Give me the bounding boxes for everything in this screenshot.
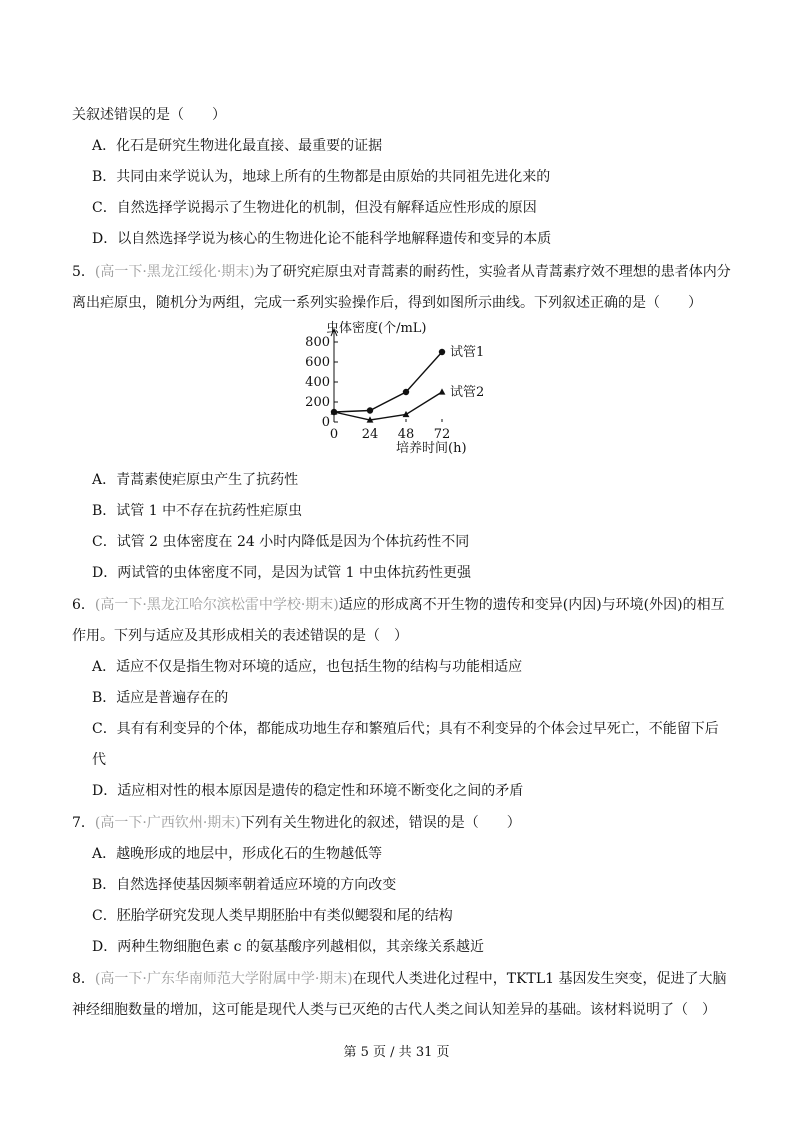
- question-source: (高一下·黑龙江绥化·期末): [94, 264, 255, 280]
- data-point: [367, 407, 373, 413]
- y-tick-label: 200: [305, 395, 330, 410]
- answer-option: [92, 230, 551, 248]
- series-label: 试管2: [450, 385, 485, 400]
- answer-option: [92, 168, 550, 186]
- y-tick-label: 800: [305, 335, 330, 350]
- answer-option: [92, 471, 298, 489]
- question-number: 5．: [72, 264, 95, 280]
- line-text: 适应的形成离不开生物的遗传和变异(内因)与环境(外因)的相互: [338, 597, 725, 613]
- line-text: 下列有关生物进化的叙述，错误的是（ ）: [240, 815, 521, 831]
- answer-option: [92, 782, 523, 800]
- x-tick-label: 72: [433, 427, 451, 442]
- line-text: A．青蒿素使疟原虫产生了抗药性: [92, 472, 299, 488]
- line-text: A．适应不仅是指生物对环境的适应，也包括生物的结构与功能相适应: [92, 659, 523, 675]
- line-text: B．自然选择使基因频率朝着适应环境的方向改变: [92, 877, 397, 893]
- line-text: 离出疟原虫，随机分为两组，完成一系列实验操作后，得到如图所示曲线。下列叙述正确的是（ ）: [72, 295, 702, 311]
- question-number: 8．: [72, 971, 95, 987]
- line-text: C．胚胎学研究发现人类早期胚胎中有类似鳃裂和尾的结构: [92, 908, 453, 924]
- question-number: 7．: [72, 815, 95, 831]
- question-number: 6．: [72, 597, 95, 613]
- answer-option: [92, 658, 522, 676]
- data-point: [403, 389, 409, 395]
- chart-x-label: 培养时间(h): [396, 441, 467, 456]
- parasite-density-chart: [300, 318, 520, 458]
- line-text: 代: [92, 752, 106, 768]
- line-text: 在现代人类进化过程中，TKTL1 基因发生突变，促进了大脑: [352, 971, 727, 987]
- question-source: (高一下·广东华南师范大学附属中学·期末): [94, 971, 353, 987]
- question-line: [72, 814, 521, 832]
- question-line: [72, 970, 727, 988]
- answer-option: [92, 533, 469, 551]
- line-text: 神经细胞数量的增加，这可能是现代人类与已灭绝的古代人类之间认知差异的基础。该材料说明了（ ）: [72, 1002, 716, 1018]
- line-text: C．试管 2 虫体密度在 24 小时内降低是因为个体抗药性不同: [92, 534, 470, 550]
- data-point: [403, 411, 410, 417]
- answer-option: [92, 845, 382, 863]
- line-text: D．两种生物细胞色素 c 的氨基酸序列越相似，其亲缘关系越近: [92, 939, 484, 955]
- answer-option: [92, 938, 484, 956]
- question-line: [72, 294, 702, 312]
- data-point: [439, 388, 446, 394]
- line-text: D．以自然选择学说为核心的生物进化论不能科学地解释遗传和变异的本质: [92, 231, 552, 247]
- line-text: C．自然选择学说揭示了生物进化的机制，但没有解释适应性形成的原因: [92, 200, 537, 216]
- question-line: [72, 596, 725, 614]
- line-text: B．试管 1 中不存在抗药性疟原虫: [92, 503, 303, 519]
- answer-option: [92, 564, 471, 582]
- question-line: [72, 263, 731, 281]
- line-text: A．化石是研究生物进化最直接、最重要的证据: [92, 138, 383, 154]
- line-text: A．越晚形成的地层中，形成化石的生物越低等: [92, 846, 383, 862]
- question-line: [72, 1001, 716, 1019]
- answer-option: [92, 907, 453, 925]
- y-tick-label: 0: [321, 415, 330, 430]
- y-tick-label: 400: [305, 375, 330, 390]
- answer-option: [92, 876, 396, 894]
- x-tick-label: 0: [329, 427, 339, 442]
- line-text: D．两试管的虫体密度不同，是因为试管 1 中虫体抗药性更强: [92, 565, 472, 581]
- line-text: B．共同由来学说认为，地球上所有的生物都是由原始的共同祖先进化来的: [92, 169, 551, 185]
- question-source: (高一下·广西钦州·期末): [94, 815, 241, 831]
- answer-option: [92, 137, 382, 155]
- line-text: C．具有有利变异的个体，都能成功地生存和繁殖后代；具有不利变异的个体会过早死亡，不能留下后: [92, 721, 719, 737]
- page-footer: 第 5 页 / 共 31 页: [343, 1045, 450, 1060]
- question-source: (高一下·黑龙江哈尔滨松雷中学校·期末): [94, 597, 339, 613]
- line-text: 作用。下列与适应及其形成相关的表述错误的是（ ）: [72, 628, 408, 644]
- line-text: D．适应相对性的根本原因是遗传的稳定性和环境不断变化之间的矛盾: [92, 783, 524, 799]
- line-text: 为了研究疟原虫对青蒿素的耐药性，实验者从青蒿素疗效不理想的患者体内分: [254, 264, 731, 280]
- answer-option: [92, 689, 228, 707]
- answer-option: [92, 720, 719, 738]
- y-tick-label: 600: [305, 355, 330, 370]
- answer-option: [92, 502, 302, 520]
- series-line: [334, 392, 442, 420]
- chart-title: 虫体密度(个/mL): [326, 321, 427, 336]
- line-text: B．适应是普遍存在的: [92, 690, 229, 706]
- series-line: [334, 352, 442, 412]
- answer-option: [92, 199, 537, 217]
- line-text: 关叙述错误的是（ ）: [72, 107, 226, 123]
- data-point: [439, 349, 445, 355]
- question-line: [72, 627, 408, 645]
- series-label: 试管1: [450, 345, 485, 360]
- x-tick-label: 48: [397, 427, 415, 442]
- question-line: [72, 106, 226, 124]
- x-tick-label: 24: [361, 427, 379, 442]
- answer-option: [92, 751, 106, 769]
